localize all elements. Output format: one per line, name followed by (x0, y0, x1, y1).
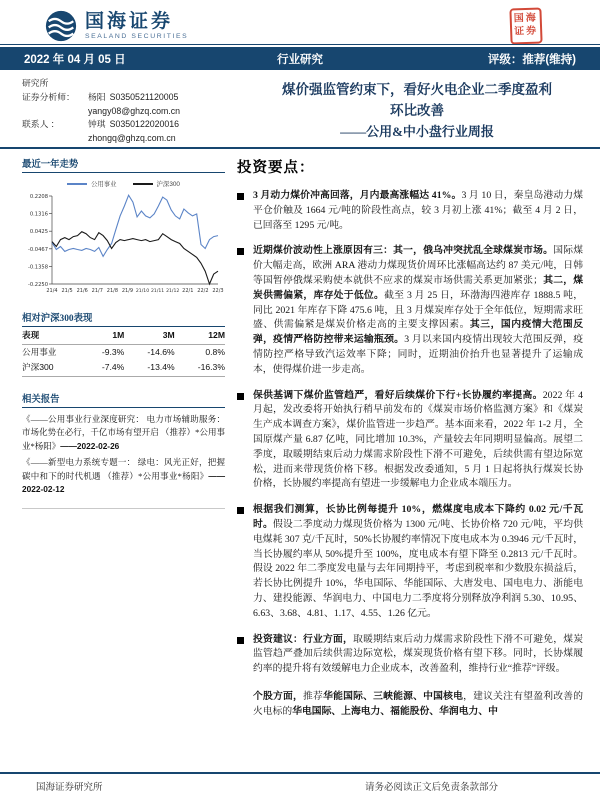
legend-swatch-utilities (67, 183, 87, 185)
bullet-item (237, 389, 583, 493)
brand-block (44, 9, 188, 43)
svg-text:0.2208: 0.2208 (29, 194, 48, 200)
report-category: 行业研究 (277, 53, 323, 66)
analyst-name: 杨阳 (88, 91, 106, 102)
trend-chart-title: 最近一年走势 (22, 156, 225, 173)
bullet-square-icon (237, 193, 244, 200)
table-row: 公用事业 -9.3% -14.6% 0.8% (22, 346, 225, 357)
chart-legend (22, 179, 225, 188)
performance-section (22, 310, 225, 377)
performance-table (22, 328, 225, 377)
brand-name-en: SEALAND SECURITIES (85, 33, 189, 40)
investment-points-list (237, 189, 583, 720)
legend-swatch-csi300 (133, 183, 153, 185)
contact-license-id: S0350122020016 (109, 119, 180, 130)
seal-text-top: 国海 (513, 12, 538, 25)
bullet-text: 保供基调下煤价监管趋严，看好后续煤价下行+长协履约率提高。2022 年 4 月起，发改委将开始执行稍早前发布的《煤炭市场价格监测方案》和《煤炭生产成本调查方案》，煤价监管进一步趋严。基本面来看，2022 年 1-2 月，全国原煤产量 6.87 亿吨，同比增加 10.3%，产量较去年同期明显偏高。展望二季度，取暖期结束后动力煤需求阶段性下滑不可避免，后续供需有望边际宽松，进而来带现货价格下移。根据发改委通知，5 月 1 日起将执行煤炭长协价格，长协履约率提高有望进一步缓解电力企业成本端压力。 (253, 389, 583, 490)
contact-email: zhongq@ghzq.com.cn (88, 133, 176, 144)
svg-text:21/11: 21/11 (150, 289, 165, 294)
svg-text:0.0425: 0.0425 (29, 229, 48, 236)
seal-text-bottom: 证券 (514, 25, 539, 38)
brand-name-cn: 国海证券 (85, 11, 174, 32)
svg-text:-0.1358: -0.1358 (27, 264, 48, 271)
svg-text:21/12: 21/12 (166, 289, 180, 294)
report-title (252, 79, 582, 142)
svg-text:22/1: 22/1 (182, 288, 194, 294)
svg-text:21/7: 21/7 (91, 288, 103, 294)
bullet-square-icon (237, 637, 244, 644)
performance-title: 相对沪深300表现 (22, 310, 225, 327)
bullet-text: 近期煤价波动性上涨原因有三：其一，俄乌冲突扰乱全球煤炭市场。国际煤价大幅走高，欧洲 ARA 港动力煤现货价周环比涨幅高达约 87 美元/吨，日韩等国暂停俄煤采购使本就供不应求的煤炭市场供需关系更加紧张；其二，煤炭供需偏紧，库存处于低位。截至 3 月 25 日，环渤海四港库存 1888.5 吨，同比 2021 年库存下降 475.6 吨，且 3 月煤炭库存处于全年低位，短期需求旺盛、供需偏紧是煤炭价格走高的主要支撑因素。其三，国内疫情大范围反弹，疫情严格防控带来运输瓶颈。3 月以来国内疫情出现较大范围反弹，疫情防控严格导致汽运效率下降；同时，近期油价抬升也显著提升了运输成本，使得煤价进一步走高。 (253, 245, 584, 375)
bullet-item (237, 633, 583, 720)
svg-text:21/4: 21/4 (46, 288, 58, 294)
meta-top-rule (0, 44, 600, 45)
svg-text:21/9: 21/9 (121, 288, 134, 294)
contact-name: 钟琪 (88, 119, 106, 130)
report-date: 2022 年 04 月 05 日 (24, 53, 126, 66)
title-line2: 环比改善 (390, 103, 444, 118)
research-info (22, 77, 230, 146)
svg-text:0.1316: 0.1316 (29, 211, 48, 218)
meta-bar (0, 47, 600, 70)
bullet-item (237, 244, 583, 377)
related-reports-section (22, 391, 225, 510)
sealand-logo-icon (44, 9, 78, 43)
investment-points-heading: 投资要点： (237, 160, 315, 176)
svg-text:22/2: 22/2 (197, 288, 209, 294)
trend-line-chart (22, 188, 225, 299)
footer-disclaimer: 请务必阅读正文后免责条款部分 (364, 783, 498, 793)
legend-label-utilities: 公用事业 (90, 181, 117, 188)
report-link[interactable]: 《——公用事业行业深度研究： 电力市场辅助服务：市场化势在必行，千亿市场有望开启 （推荐）*公用事业*杨阳》——2022-02-26 (22, 413, 225, 451)
rating-value: 推荐(维持) (522, 53, 576, 66)
table-header-row: 表现 1M 3M 12M (22, 328, 225, 345)
bullet-item (237, 189, 583, 233)
report-date: ——2022-02-26 (60, 440, 120, 451)
related-reports-title: 相关报告 (22, 391, 225, 408)
title-line1: 煤价强监管约束下，看好火电企业二季度盈利 (282, 82, 552, 97)
bullet-item (237, 503, 583, 621)
footer-institute: 国海证券研究所 (36, 783, 103, 793)
main-content (237, 154, 583, 731)
title-subtitle: ——公用&中小盘行业周报 (340, 124, 494, 139)
svg-text:21/10: 21/10 (135, 289, 150, 294)
rating-badge (488, 51, 576, 67)
svg-text:-0.0467: -0.0467 (27, 246, 48, 253)
bullet-square-icon (237, 393, 244, 400)
bullet-square-icon (237, 248, 244, 255)
sidebar (22, 156, 225, 509)
report-date: ——2022-02-12 (22, 470, 225, 495)
report-link[interactable]: 《——新型电力系统专题一： 绿电：风光正好，把握碳中和下的时代机遇 （推荐）*公用事业*杨阳》——2022-02-12 (22, 457, 225, 495)
svg-text:21/5: 21/5 (61, 288, 73, 294)
analyst-label: 证券分析师： (22, 91, 75, 102)
legend-label-csi300: 沪深300 (156, 181, 180, 188)
svg-text:21/6: 21/6 (76, 288, 88, 294)
svg-text:21/8: 21/8 (106, 288, 119, 294)
rating-label: 评级： (487, 53, 523, 66)
svg-text:22/3: 22/3 (212, 288, 224, 294)
dept-label: 研究所 (22, 78, 49, 88)
contact-label: 联系人 ： (22, 119, 60, 130)
bullet-text: 根据我们测算，长协比例每提升 10%，燃煤度电成本下降约 0.02 元/千瓦时。假设二季度动力煤现货价格为 1300 元/吨、长协价格 720 元/吨，平均供电煤耗 307 克/千瓦时，50%长协履约率情况下度电成本为 0.3946 元/千瓦时，当长协履约率从 50%提升至 100%，度电成本有望下降至 0.2813 元/千瓦时。假设 2022 年二季度发电量与去年同期持平，考虑到税率和少数股东损益后，若长协比例提升 10%，华电国际、华能国际、大唐发电、国电电力、浙能电力、建投能源、华润电力、中国电力二季度将分别释放净利润 5.30、10.95、6.63、3.68、4.81、1.17、4.55、1.26 亿元。 (253, 504, 583, 619)
analyst-email: yangy08@ghzq.com.cn (88, 105, 181, 116)
footer-rule (0, 772, 600, 774)
related-reports-list (22, 413, 225, 510)
svg-text:-0.2250: -0.2250 (27, 282, 48, 288)
bullet-text: 投资建议：行业方面，取暖期结束后动力煤需求阶段性下滑不可避免，煤炭监管趋严叠加后续供需边际宽松，煤炭现货价格有望下移。同时，长协煤履约率的提升将有效缓解电力企业成本，改善盈利，维持行业“推荐”评级。 个股方面，推荐华能国际、三峡能源、中国核电，建议关注有望盈利改善的火电标的华电国际、上海电力、福能股份、华润电力、中 (253, 633, 584, 717)
bullet-text: 3 月动力煤价冲高回落，月内最高涨幅达 41%。3 月 10 日，秦皇岛港动力煤平仓价触及 1664 元/吨的阶段性高点，较 3 月初上涨 41%；截至 4 月 2 日，已回落至 1295 元/吨。 (253, 190, 584, 231)
table-row: 沪深300 -7.4% -13.4% -16.3% (22, 360, 225, 377)
company-seal-icon (509, 7, 542, 44)
bullet-square-icon (237, 507, 244, 514)
title-divider (0, 147, 600, 149)
analyst-license-id: S0350521120005 (109, 91, 179, 102)
